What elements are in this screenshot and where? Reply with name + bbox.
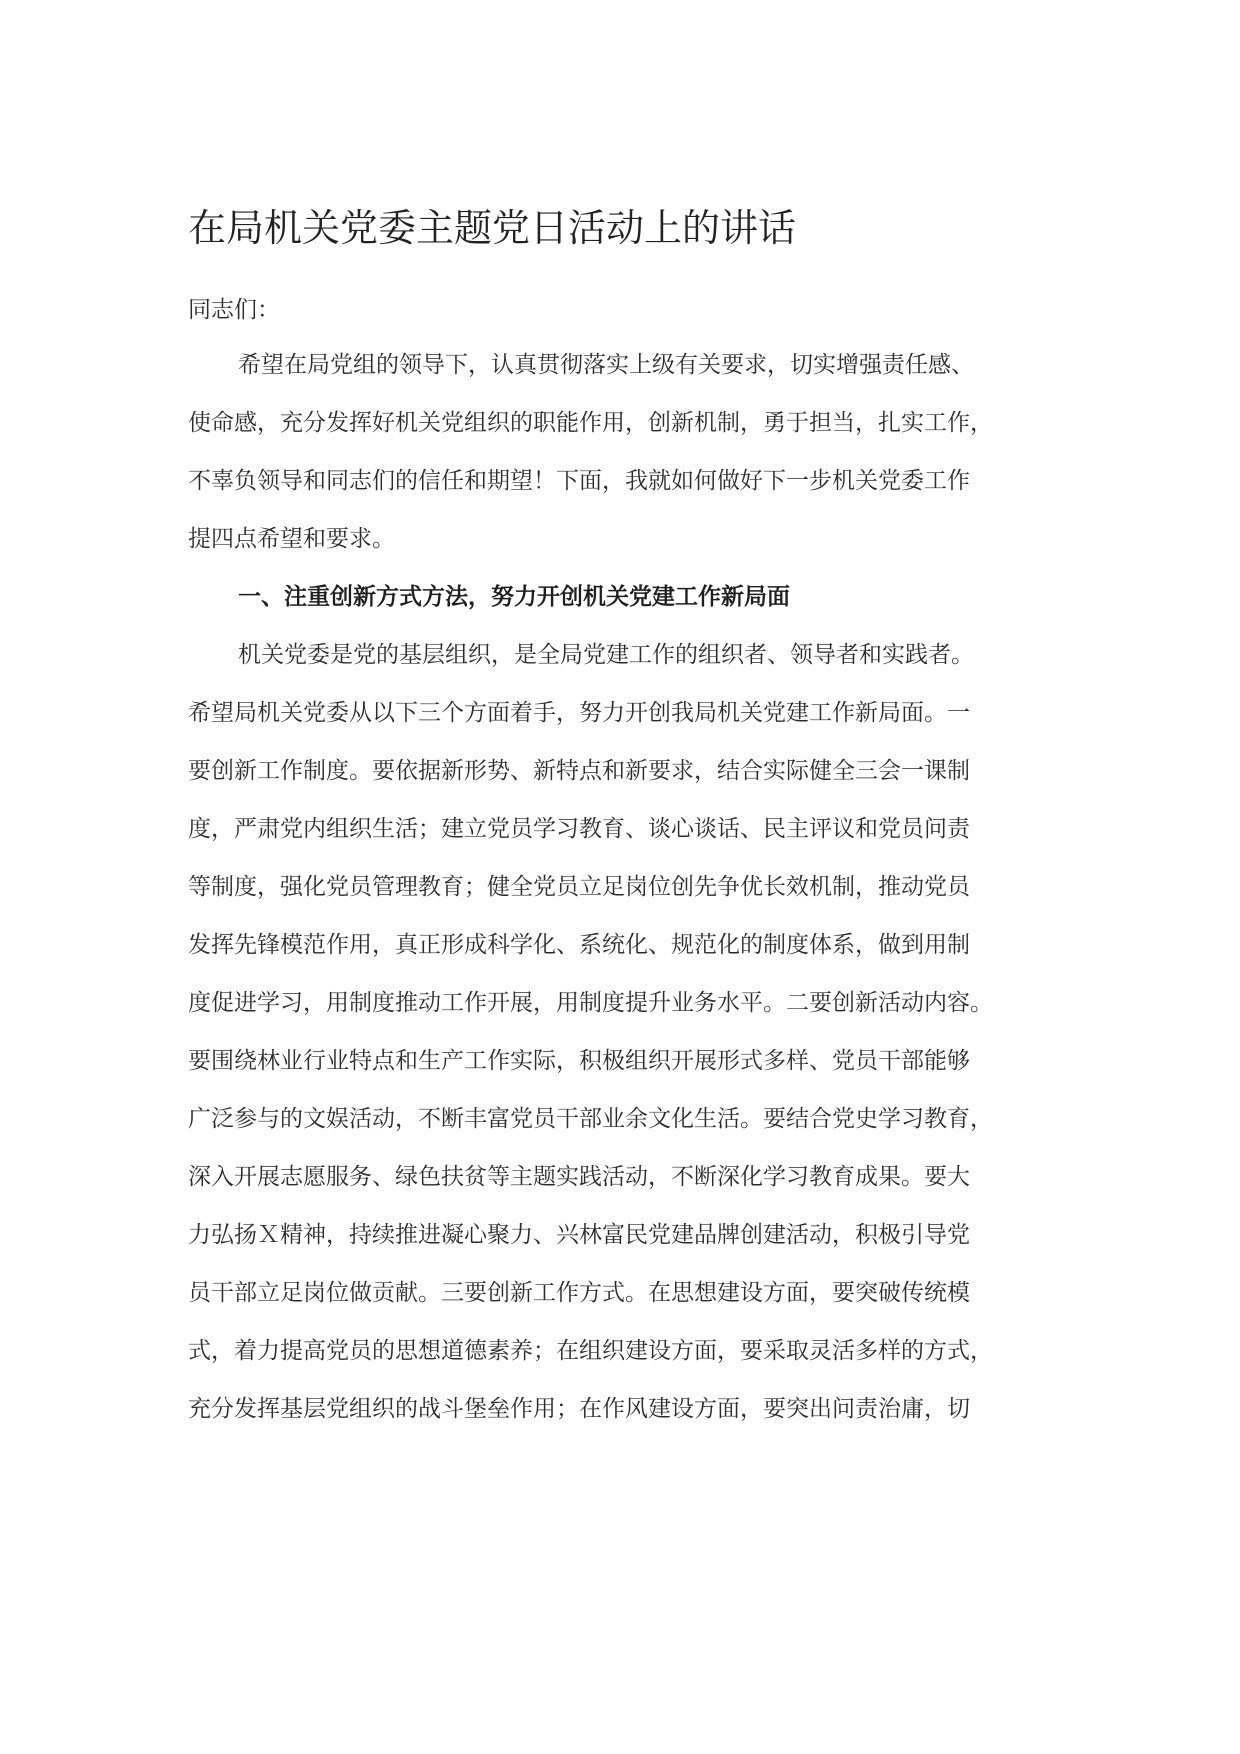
body-line: 充分发挥基层党组织的战斗堡垒作用；在作风建设方面，要突出问责治庸，切 <box>188 1396 970 1422</box>
body-line: 广泛参与的文娱活动，不断丰富党员干部业余文化生活。要结合党史学习教育， <box>188 1106 993 1132</box>
body-line: 力弘扬Ｘ精神，持续推进凝心聚力、兴林富民党建品牌创建活动，积极引导党 <box>188 1222 970 1248</box>
body-line: 员干部立足岗位做贡献。三要创新工作方式。在思想建设方面，要突破传统模 <box>188 1280 970 1306</box>
body-line: 不辜负领导和同志们的信任和期望！下面，我就如何做好下一步机关党委工作 <box>188 468 970 494</box>
body-line: 深入开展志愿服务、绿色扶贫等主题实践活动，不断深化学习教育成果。要大 <box>188 1164 970 1190</box>
body-line: 要创新工作制度。要依据新形势、新特点和新要求，结合实际健全三会一课制 <box>188 758 970 784</box>
body-line: 式，着力提高党员的思想道德素养；在组织建设方面，要采取灵活多样的方式， <box>188 1338 993 1364</box>
body-line: 等制度，强化党员管理教育；健全党员立足岗位创先争优长效机制，推动党员 <box>188 874 970 900</box>
body-line: 使命感，充分发挥好机关党组织的职能作用，创新机制，勇于担当，扎实工作， <box>188 410 993 436</box>
section-heading: 一、注重创新方式方法，努力开创机关党建工作新局面 <box>238 584 790 610</box>
body-line: 度，严肃党内组织生活；建立党员学习教育、谈心谈话、民主评议和党员问责 <box>188 816 970 842</box>
body-line: 要围绕林业行业特点和生产工作实际，积极组织开展形式多样、党员干部能够 <box>188 1048 970 1074</box>
body-line: 提四点希望和要求。 <box>188 526 395 552</box>
body-line: 发挥先锋模范作用，真正形成科学化、系统化、规范化的制度体系，做到用制 <box>188 932 970 958</box>
body-line: 希望在局党组的领导下，认真贯彻落实上级有关要求，切实增强责任感、 <box>238 352 974 378</box>
document-title: 在局机关党委主题党日活动上的讲话 <box>188 206 797 250</box>
body-line: 度促进学习，用制度推动工作开展，用制度提升业务水平。二要创新活动内容。 <box>188 990 993 1016</box>
body-line: 机关党委是党的基层组织，是全局党建工作的组织者、领导者和实践者。 <box>238 642 974 668</box>
body-line: 希望局机关党委从以下三个方面着手，努力开创我局机关党建工作新局面。一 <box>188 700 970 726</box>
salutation: 同志们： <box>188 297 280 323</box>
